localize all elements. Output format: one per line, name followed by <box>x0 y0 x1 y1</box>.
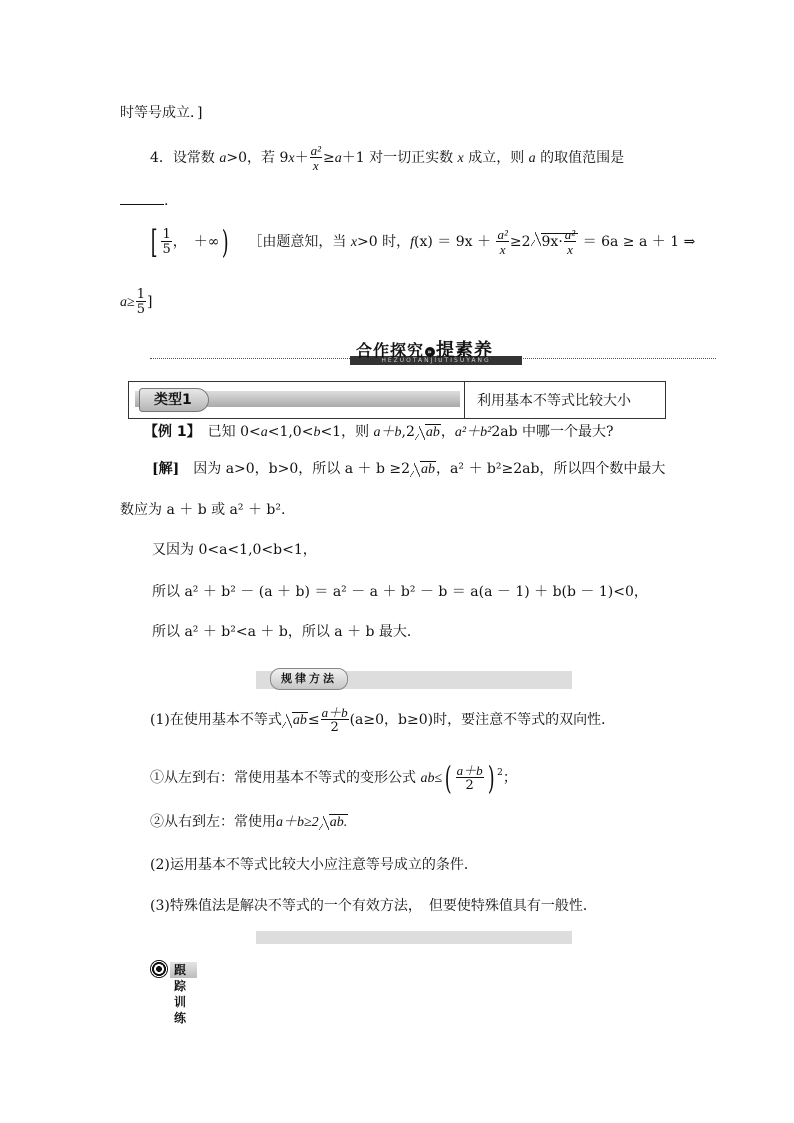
radicand-ab: ab <box>421 462 436 477</box>
type-1-box <box>128 381 666 419</box>
var-a: a <box>260 425 268 440</box>
problem-number: 4． <box>150 150 173 166</box>
sqrt-ab <box>410 459 436 480</box>
var-f: f <box>410 235 415 250</box>
interval-rest: ， ＋∞ <box>172 234 220 250</box>
method-point-5 <box>150 896 597 916</box>
geq-symbol: ≥ <box>323 150 335 166</box>
method-p2a: ①从左到右：常使用基本不等式的变形公式 <box>150 770 416 786</box>
method-point-2 <box>150 759 517 797</box>
problem-rhs: ＋1 对一切正实数 <box>341 150 454 166</box>
var-b: b <box>313 425 321 440</box>
example-text-c: <1，则 <box>320 424 370 440</box>
fraction-a2-over-x <box>310 144 322 172</box>
method-p4: (2)运用基本不等式比较大小应注意等号成立的条件． <box>150 857 478 873</box>
sqrt-ab <box>282 710 308 731</box>
plus: ＋ <box>294 150 309 166</box>
geq-two: ≥2 <box>509 234 531 250</box>
type-divider <box>464 382 465 418</box>
method-p3b: a＋b≥2 <box>276 815 319 830</box>
method-p5: (3)特殊值法是解决不等式的一个有效方法， 但要使特殊值具有一般性． <box>150 898 597 914</box>
solution-l5: 所以 a² ＋ b²<a ＋ b，所以 a ＋ b 最大． <box>152 624 421 640</box>
mean-denominator: 2 <box>321 719 349 734</box>
fx-expression: (x) ＝ 9x ＋ <box>414 234 492 250</box>
expr-a-plus-b: a＋b <box>373 425 402 440</box>
section-subtitle: HEZUOTANJIUTISUYANG <box>350 356 522 365</box>
blank-period: . <box>164 193 169 209</box>
type-tag <box>135 388 460 410</box>
radicand-ab: ab. <box>329 815 348 830</box>
solution-line-3 <box>152 540 317 560</box>
answer-4 <box>148 223 696 261</box>
result-denominator: 5 <box>136 302 145 317</box>
answer-blank <box>120 190 164 205</box>
method-banner <box>256 671 572 689</box>
frac-denominator: x <box>310 157 322 172</box>
type-title: 利用基本不等式比较大小 <box>477 393 631 409</box>
fx-fraction <box>496 228 508 256</box>
target-icon <box>150 960 168 978</box>
example-label: 【例 1】 <box>144 424 194 440</box>
answer-4-line2 <box>120 288 152 316</box>
method-point-4 <box>150 855 478 875</box>
example-text-b: <1,0< <box>267 424 314 440</box>
left-paren: ( <box>444 759 452 797</box>
square-fraction <box>456 764 484 792</box>
previous-tail-text: 时等号成立．] <box>120 105 203 121</box>
radicand-fraction <box>564 228 576 256</box>
example-text-e: 2ab 中哪一个最大? <box>491 424 614 440</box>
fx-numerator: a² <box>497 227 508 242</box>
mean-numerator: a＋b <box>321 705 348 720</box>
interval-numerator: 1 <box>162 227 171 242</box>
radicand-ab: ab <box>292 713 307 728</box>
radicand-ab: ab <box>425 425 440 440</box>
solution-l2: 数应为 a ＋ b 或 a² ＋ b². <box>120 502 286 518</box>
var-x: x <box>288 151 295 166</box>
method-p3a: ②从右到左：常使用 <box>150 814 276 830</box>
explanation-lead: ［由题意知，当 <box>248 234 347 250</box>
square-denominator: 2 <box>456 777 484 792</box>
method-point-1 <box>150 706 615 734</box>
square-exponent: 2 <box>497 768 503 778</box>
radicand-denominator: x <box>564 241 576 256</box>
var-x: x <box>457 151 464 166</box>
section-header <box>150 334 716 364</box>
explanation-result: ＝ 6a ≥ a ＋ 1 ⇒ <box>582 234 696 250</box>
answer-blank-line <box>120 190 168 211</box>
follow-label: 跟踪训练 <box>170 962 197 978</box>
sqrt-ab <box>415 422 441 443</box>
solution-l3: 又因为 0<a<1,0<b<1， <box>152 542 317 558</box>
ab-leq: ab≤ <box>420 771 443 786</box>
solution-line-5 <box>152 622 421 642</box>
method-end-bar <box>256 931 572 944</box>
arrow-icon: » <box>425 347 435 357</box>
frac-numerator: a² <box>310 143 321 158</box>
var-x: x <box>350 235 358 250</box>
interval-fraction <box>161 228 171 256</box>
problem-lead: 设常数 <box>172 150 215 166</box>
problem-end: 的取值范围是 <box>540 150 625 166</box>
mean-fraction <box>321 706 349 734</box>
expr-a2-plus-b2: a²＋b² <box>454 425 492 440</box>
method-p1a: (1)在使用基本不等式 <box>150 712 282 728</box>
example-text-a: 已知 0< <box>193 424 261 440</box>
right-paren: ) <box>487 759 495 797</box>
method-p1b: (a≥0，b≥0)时，要注意不等式的双向性． <box>349 712 616 728</box>
example-text-d: ， <box>440 424 455 440</box>
section-title-a: 合作探究 <box>356 341 425 360</box>
fx-denominator: x <box>496 241 508 256</box>
radicand <box>541 227 579 257</box>
problem-gt0: >0，若 9 <box>226 150 289 166</box>
result-numerator: 1 <box>136 287 145 302</box>
var-a: a <box>219 151 227 166</box>
var-a: a <box>528 151 536 166</box>
problem-4 <box>150 144 624 172</box>
solution-line-1 <box>152 459 665 480</box>
explanation-gt0: >0 时， <box>357 234 411 250</box>
result-fraction <box>136 288 146 316</box>
interval-denominator: 5 <box>162 242 171 257</box>
radicand-lead: 9x· <box>541 234 563 250</box>
method-point-3 <box>150 812 348 833</box>
solution-label: [解] <box>152 461 180 477</box>
section-title-b: 提素养 <box>436 340 494 361</box>
comma-two: ,2 <box>401 424 415 440</box>
example-1 <box>144 422 613 443</box>
a-geq: a≥ <box>120 295 135 310</box>
semicolon: ； <box>502 770 517 786</box>
type-label: 类型1 <box>139 388 209 412</box>
sqrt-expression <box>531 228 579 256</box>
var-a: a <box>334 151 342 166</box>
problem-tail: 成立，则 <box>468 150 525 166</box>
sqrt-ab <box>319 812 349 833</box>
left-bracket: [ <box>150 223 158 261</box>
right-paren: ) <box>222 223 230 261</box>
solution-l1b: ，a² ＋ b²≥2ab，所以四个数中最大 <box>436 461 666 477</box>
closing-bracket: ] <box>146 294 153 310</box>
square-numerator: a＋b <box>456 763 483 778</box>
method-tag: 规律方法 <box>270 668 348 690</box>
solution-l4: 所以 a² ＋ b² － (a ＋ b) ＝ a² － a ＋ b² － b ＝ a(a － 1) ＋ b(b － 1)<0， <box>152 584 648 600</box>
solution-l1a: 因为 a>0，b>0，所以 a ＋ b ≥2 <box>179 461 411 477</box>
radicand-numerator: a² <box>564 227 576 242</box>
solution-line-4 <box>152 582 648 602</box>
previous-answer-tail <box>120 103 202 123</box>
leq-symbol: ≤ <box>307 712 320 728</box>
solution-line-2 <box>120 500 285 520</box>
